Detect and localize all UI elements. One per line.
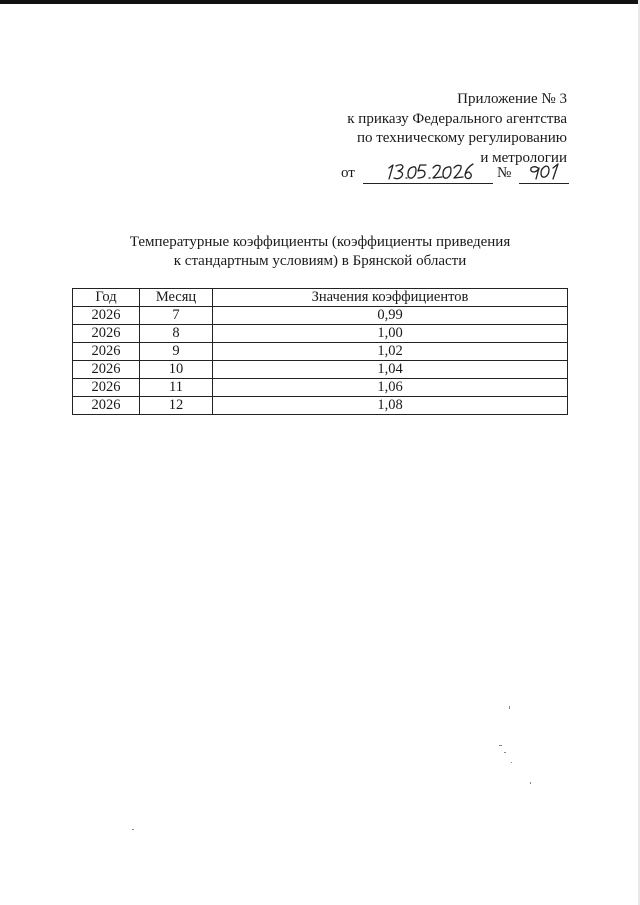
table-row: [73, 361, 568, 379]
appendix-agency-line-end: и метрологии: [480, 149, 567, 166]
table-row: [73, 397, 568, 415]
appendix-number: Приложение № 3: [457, 91, 567, 107]
cell-month: 11: [140, 379, 213, 397]
cell-year: 2026: [73, 379, 140, 397]
order-date-label: от: [341, 165, 355, 181]
title-line-end: к стандартным условиям) в Брянской области: [173, 253, 467, 269]
scan-speck: [509, 706, 510, 709]
table-row: [73, 325, 568, 343]
order-date-field: [363, 163, 493, 184]
cell-year: 2026: [73, 397, 140, 415]
table-header-row: [73, 289, 568, 307]
cell-month: 12: [140, 397, 213, 415]
cell-year: 2026: [73, 307, 140, 325]
scan-speck: [530, 782, 531, 784]
cell-month: 7: [140, 307, 213, 325]
table-row: [73, 343, 568, 361]
cell-month: 8: [140, 325, 213, 343]
order-date-number: [341, 163, 571, 189]
cell-value: 1,06: [213, 379, 568, 397]
table-row: [73, 307, 568, 325]
cell-value: 1,08: [213, 397, 568, 415]
handwritten-number: [519, 160, 569, 182]
column-header-year: Год: [73, 289, 140, 307]
scan-speck: [499, 745, 502, 746]
column-header-month: Месяц: [140, 289, 213, 307]
cell-value: 1,02: [213, 343, 568, 361]
scan-border-top: [0, 0, 640, 4]
handwritten-date: [363, 160, 493, 182]
cell-year: 2026: [73, 325, 140, 343]
coefficients-table: [72, 288, 568, 415]
cell-value: 1,00: [213, 325, 568, 343]
cell-value: 1,04: [213, 361, 568, 379]
cell-year: 2026: [73, 343, 140, 361]
order-number-field: [519, 163, 569, 184]
cell-month: 10: [140, 361, 213, 379]
cell-value: 0,99: [213, 307, 568, 325]
scan-speck: [511, 762, 512, 763]
scan-speck: [504, 752, 506, 753]
cell-year: 2026: [73, 361, 140, 379]
scan-speck: [132, 829, 134, 830]
appendix-agency-line: по техническому регулированию: [356, 130, 567, 146]
cell-month: 9: [140, 343, 213, 361]
appendix-order-ref: к приказу Федерального агентства: [347, 110, 567, 127]
title-line: Температурные коэффициенты (коэффициенты приведения: [129, 234, 511, 250]
table-row: [73, 379, 568, 397]
document-title: [0, 233, 640, 271]
order-number-label: №: [497, 165, 512, 181]
appendix-header: [347, 90, 567, 168]
column-header-value: Значения коэффициентов: [213, 289, 568, 307]
